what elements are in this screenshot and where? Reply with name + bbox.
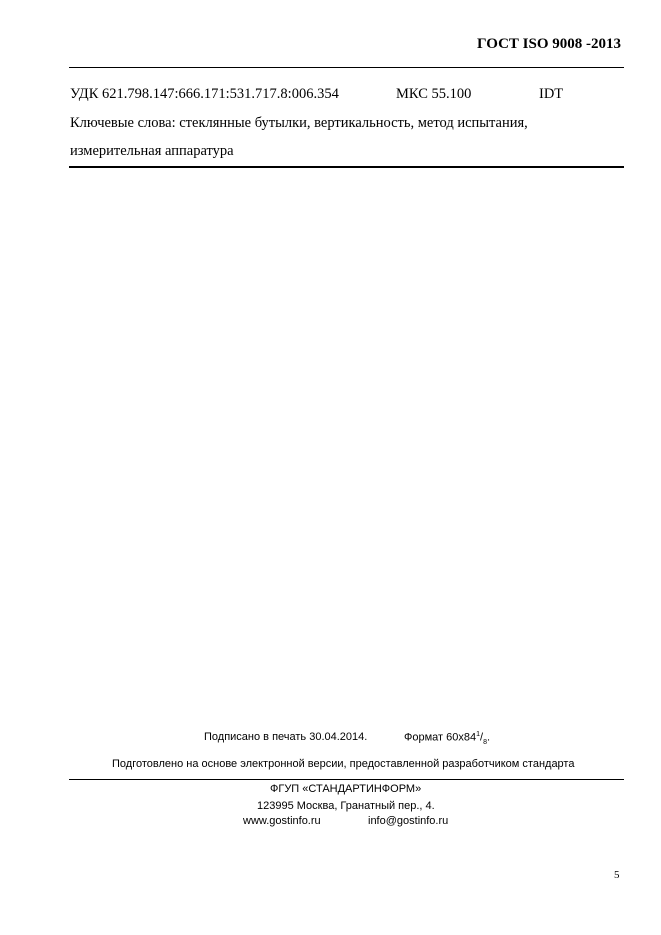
format-prefix: Формат 60х84	[404, 731, 477, 744]
prepared-note: Подготовлено на основе электронной версии, предоставленной разработчиком стандарта	[112, 758, 575, 770]
classification-row	[70, 86, 564, 103]
format-numerator: 1	[476, 731, 481, 738]
document-header: ГОСТ ISO 9008 -2013	[477, 36, 621, 52]
signed-date: Подписано в печать 30.04.2014.	[204, 731, 368, 743]
format-slash: /	[480, 731, 484, 744]
publisher-website: www.gostinfo.ru	[243, 815, 321, 827]
keywords-line-1: Ключевые слова: стеклянные бутылки, вертикальность, метод испытания,	[70, 115, 528, 131]
publisher-name: ФГУП «СТАНДАРТИНФОРМ»	[270, 783, 422, 795]
header-divider	[69, 67, 624, 68]
idt-label: IDT	[539, 86, 564, 102]
format-denominator: 8	[483, 738, 487, 746]
paper-format	[404, 731, 490, 746]
mks-code: МКС 55.100	[396, 86, 472, 102]
keywords-divider	[69, 166, 624, 168]
imprint-divider	[69, 779, 624, 780]
publisher-email: info@gostinfo.ru	[368, 815, 449, 827]
udk-code: УДК 621.798.147:666.171:531.717.8:006.354	[70, 86, 339, 102]
publisher-address: 123995 Москва, Гранатный пер., 4.	[257, 800, 435, 812]
keywords-line-2: измерительная аппаратура	[70, 143, 234, 159]
page-number: 5	[614, 869, 620, 881]
format-suffix: .	[486, 731, 491, 744]
